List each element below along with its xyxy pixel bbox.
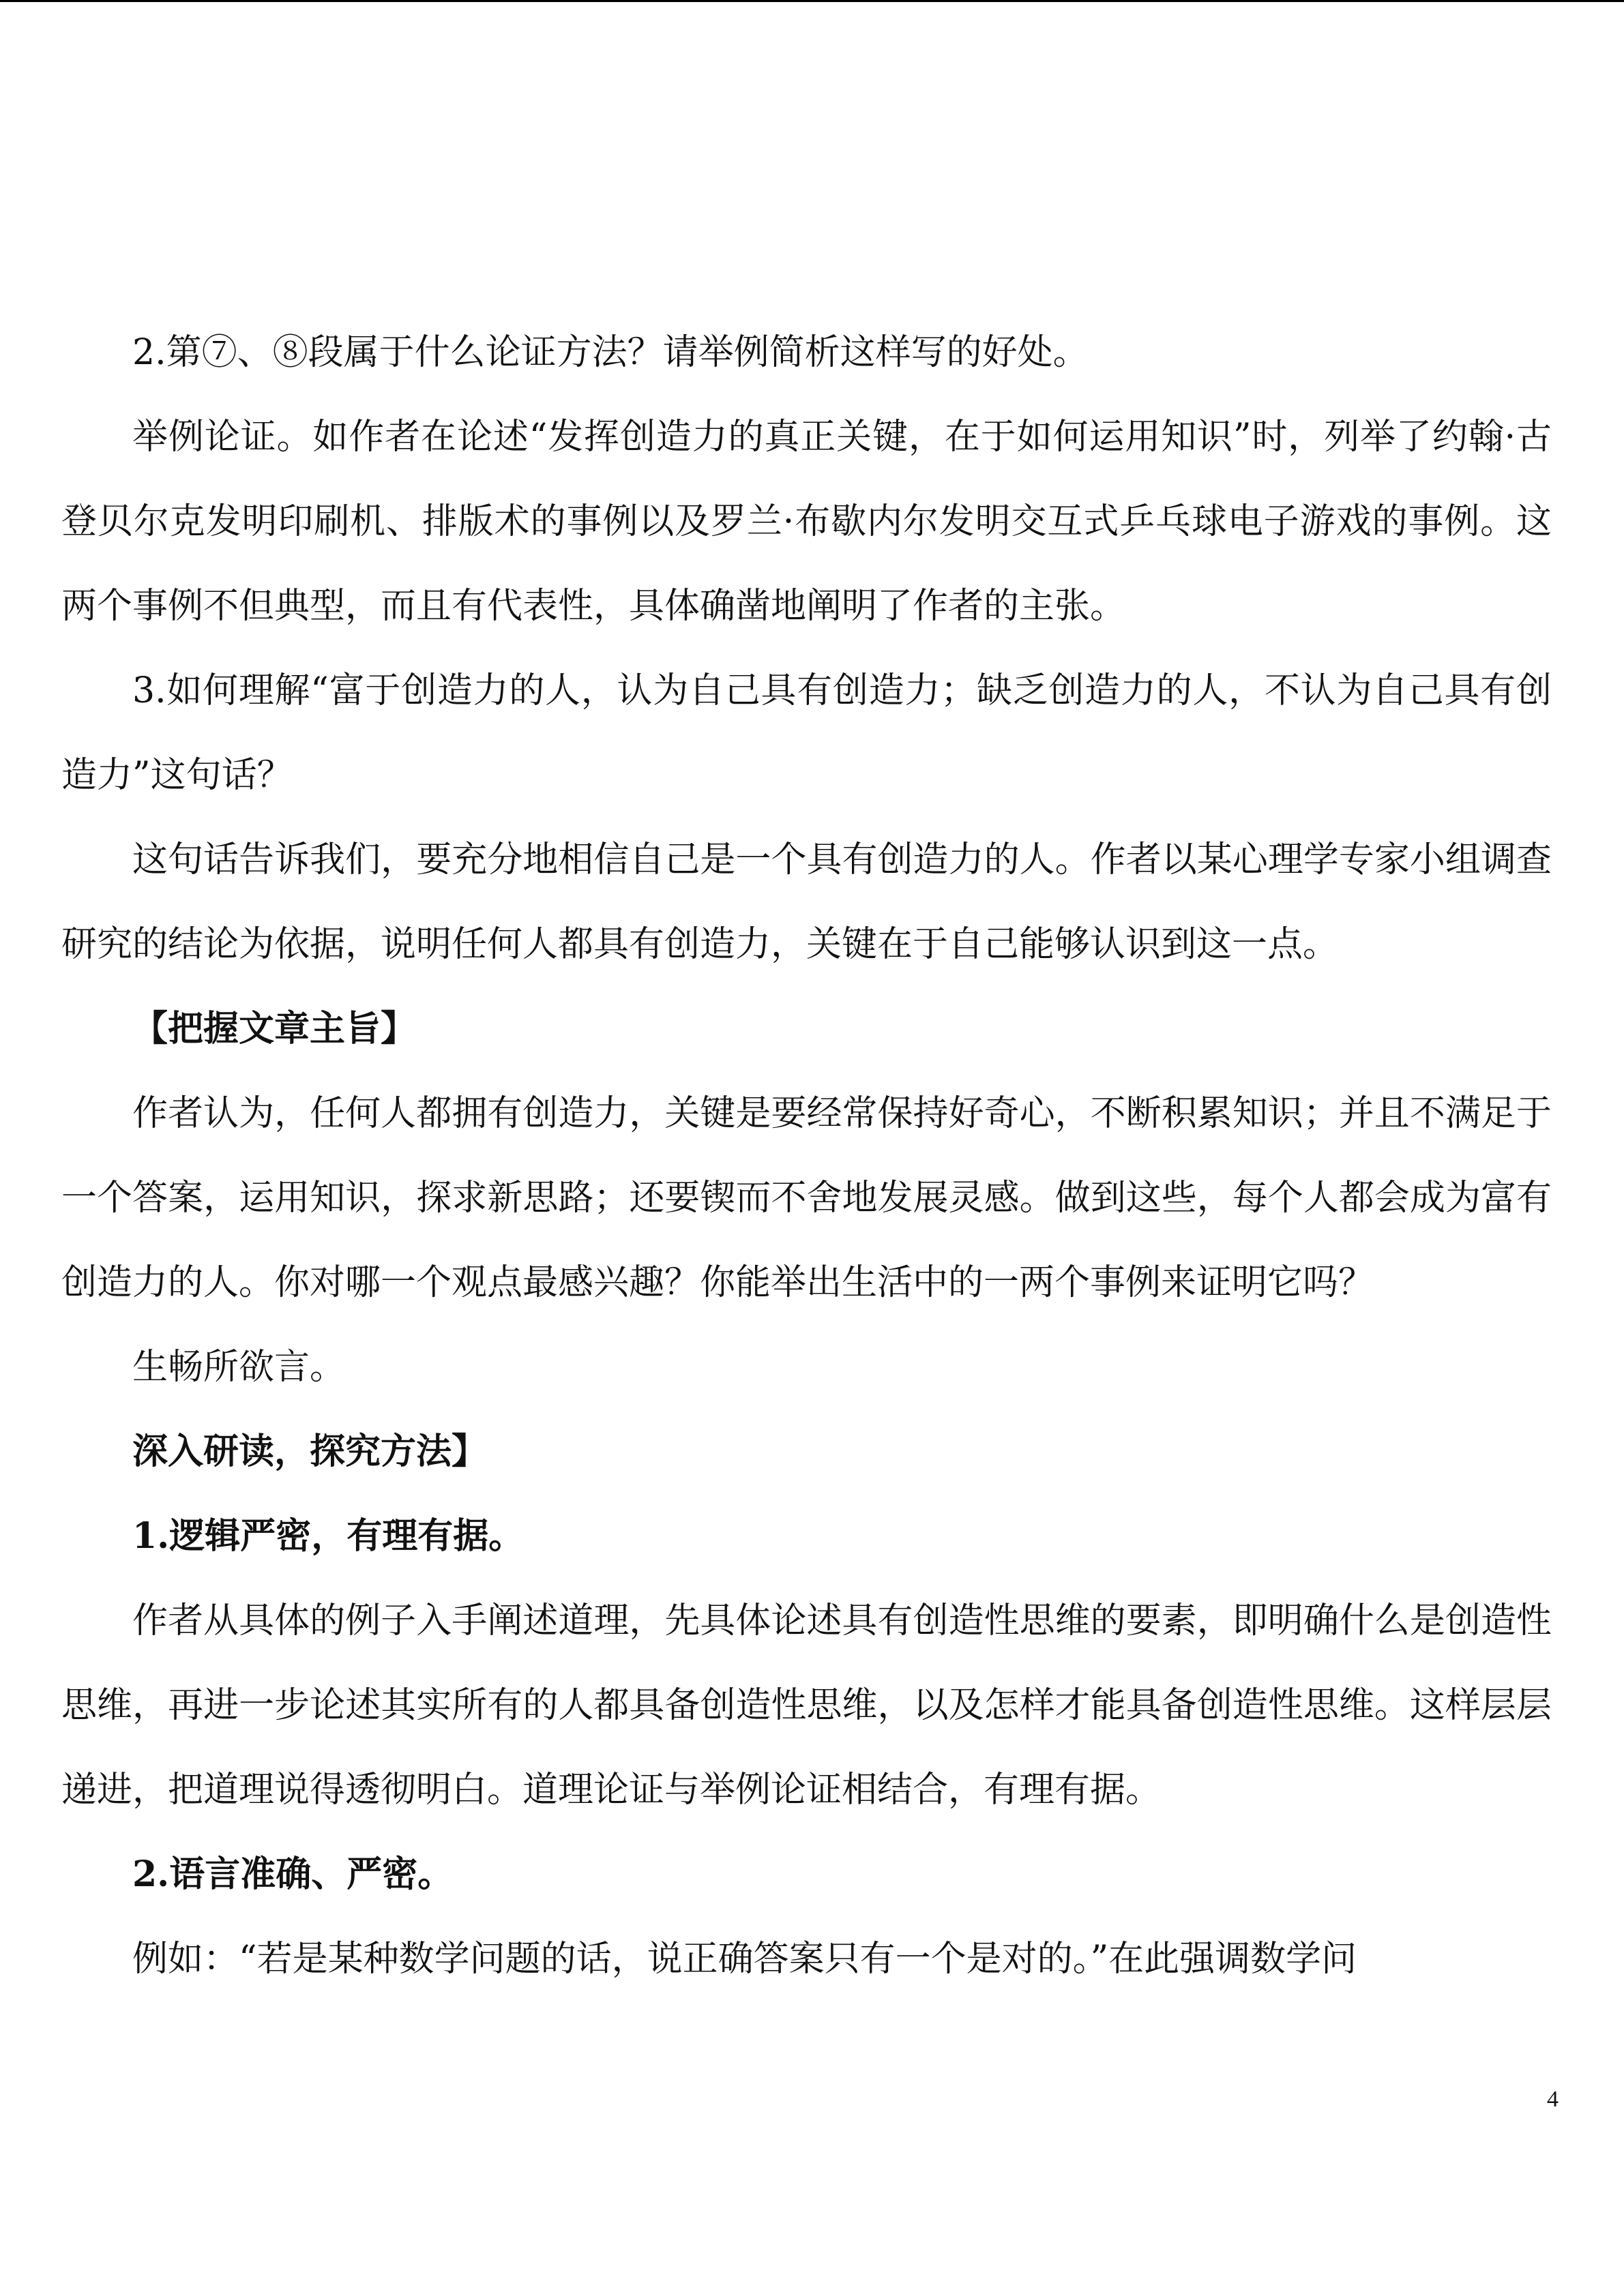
- question-2: 2.第⑦、⑧段属于什么论证方法？请举例简析这样写的好处。: [132, 332, 1089, 373]
- section-heading-theme: 【把握文章主旨】: [132, 1008, 417, 1049]
- section-heading-method: 深入研读，探究方法】: [132, 1431, 488, 1472]
- top-border-line: [0, 0, 1624, 2]
- theme-answer: 生畅所欲言。: [132, 1347, 346, 1388]
- question-3: 3.如何理解“富于创造力的人，认为自己具有创造力；缺乏创造力的人，不认为自己具有创造力”这句话？: [61, 670, 1552, 796]
- theme-paragraph: 作者认为，任何人都拥有创造力，关键是要经常保持好奇心，不断积累知识；并且不满足于一个答案，运用知识，探求新思路；还要锲而不舍地发展灵感。做到这些，每个人都会成为富有创造力的人。你对哪一个观点最感兴趣？你能举出生活中的一两个事例来证明它吗？: [61, 1093, 1552, 1303]
- answer-3: 这句话告诉我们，要充分地相信自己是一个具有创造力的人。作者以某心理学专家小组调查研究的结论为依据，说明任何人都具有创造力，关键在于自己能够认识到这一点。: [61, 839, 1552, 965]
- method-point-1-heading: 1.逻辑严密，有理有据。: [132, 1515, 525, 1557]
- document-body: [61, 310, 1552, 2001]
- method-point-2-body: 例如：“若是某种数学问题的话，说正确答案只有一个是对的。”在此强调数学问: [132, 1939, 1357, 1980]
- page-number: 4: [1547, 2087, 1559, 2112]
- method-point-2-heading: 2.语言准确、严密。: [132, 1853, 454, 1895]
- answer-2: 举例论证。如作者在论述“发挥创造力的真正关键，在于如何运用知识”时，列举了约翰·古登贝尔克发明印刷机、排版术的事例以及罗兰·布歇内尔发明交互式乒乓球电子游戏的事例。这两个事例不但典型，而且有代表性，具体确凿地阐明了作者的主张。: [61, 417, 1552, 627]
- method-point-1-body: 作者从具体的例子入手阐述道理，先具体论述具有创造性思维的要素，即明确什么是创造性思维，再进一步论述其实所有的人都具备创造性思维，以及怎样才能具备创造性思维。这样层层递进，把道理说得透彻明白。道理论证与举例论证相结合，有理有据。: [61, 1600, 1552, 1810]
